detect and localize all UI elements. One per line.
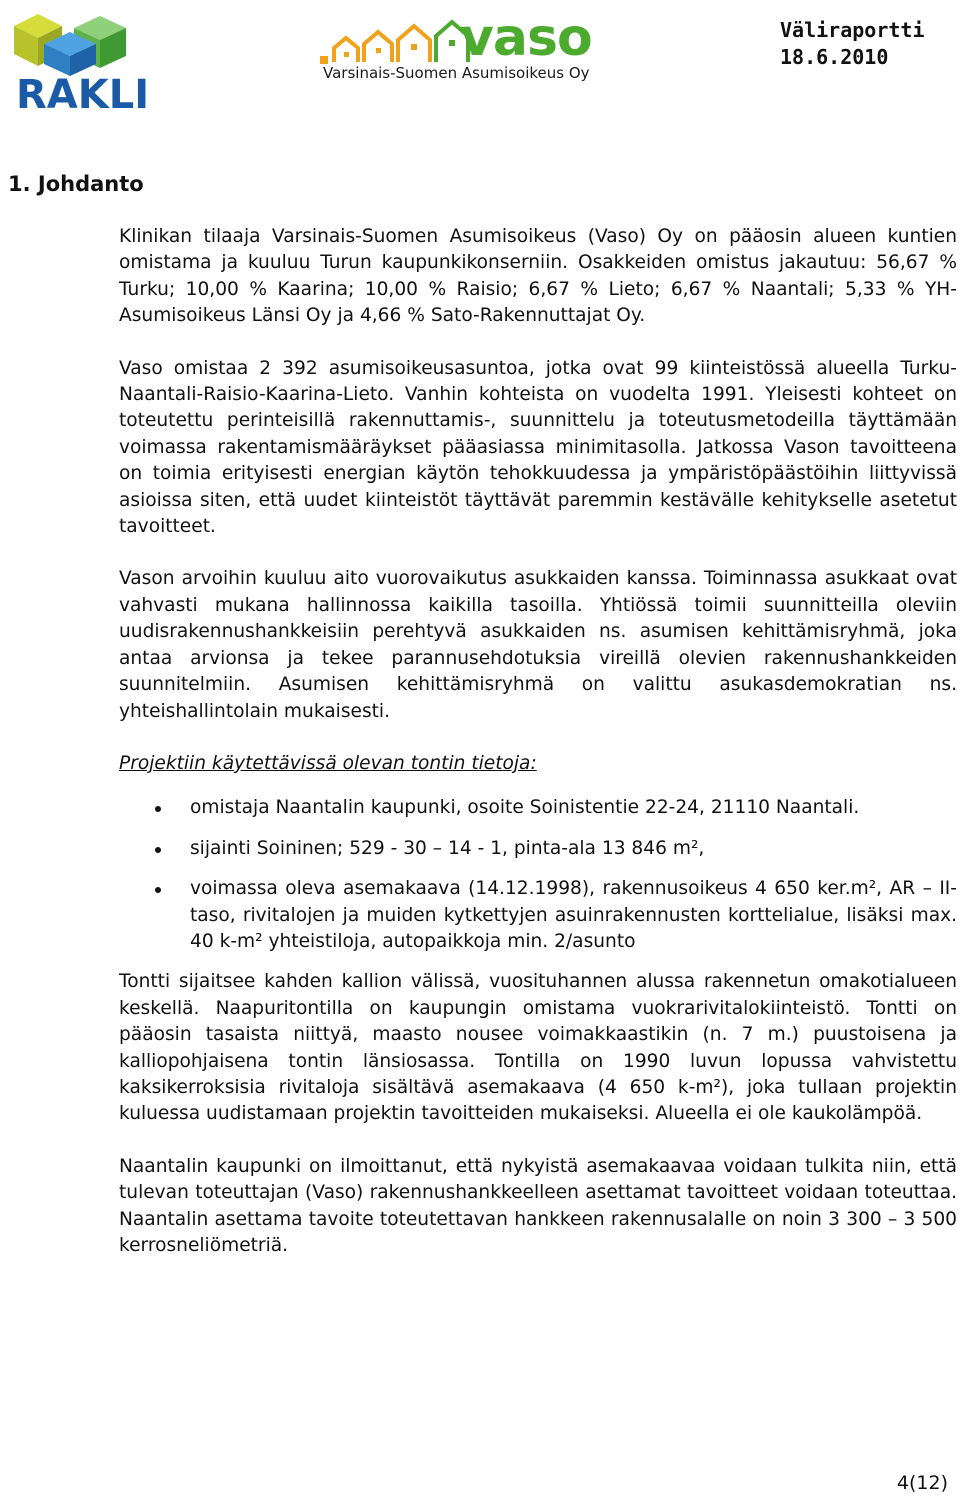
rakli-logo-text: RAKLI [16, 72, 150, 118]
vaso-logo-name: vaso [460, 8, 592, 68]
plot-info-heading [119, 751, 957, 777]
list-item-text: voimassa oleva asemakaava (14.12.1998), rakennusoikeus 4 650 ker.m², AR – II-taso, rivitalojen ja muiden kytkettyjen asuinrakennusten korttelialue, lisäksi max. 40 k-m² yhteistiloja, autopaikkoja min. 2/asunto [190, 878, 957, 952]
list-item-text: sijainti Soininen; 529 - 30 – 14 - 1, pinta-ala 13 846 m², [190, 837, 705, 859]
section-title: 1. Johdanto [8, 172, 144, 196]
paragraph: Tontti sijaitsee kahden kallion välissä, vuosituhannen alussa rakennetun omakotialueen keskellä. Naapuritontilla on kaupungin omistama vuokrarivitalokiinteistö. Tontti on pääosin tasaista niittyä, maasto nousee voimakkaastikin (n. 7 m.) puustoisena ja kalliopohjaisena tontin länsiosassa. Tontilla on 1990 luvun lopussa vahvistettu kaksikerroksisia rivitaloja sisältävä asemakaava (4 650 k-m²), joka tullaan projektin kuluessa uudistamaan projektin tavoitteiden mukaiseksi. Alueella ei ole kaukolämpöä. [119, 971, 957, 1125]
plot-info-heading-text: Projektiin käytettävissä olevan tontin tietoja: [119, 752, 537, 774]
page-header [0, 0, 960, 130]
page-number: 4(12) [896, 1472, 948, 1494]
plot-info-list [119, 795, 957, 955]
list-item [119, 795, 957, 821]
paragraph: Vason arvoihin kuuluu aito vuorovaikutus asukkaiden kanssa. Toiminnassa asukkaat ovat vahvasti mukana hallinnossa kaikilla tasoilla. Yhtiössä toimii suunnitteilla oleviin uudisrakennushankkeisiin perehtyvä asukkaiden ns. asumisen kehittämisryhmä, joka antaa arvionsa ja tekee parannusehdotuksia vireillä olevien rakennushankkeiden suunnitelmiin. Asumisen kehittämisryhmä on valittu asukasdemokratian ns. yhteishallintolain mukaisesti. [119, 568, 957, 722]
report-title: Väliraportti [780, 18, 925, 42]
bullet-icon [155, 887, 161, 893]
vaso-logo-subtitle: Varsinais-Suomen Asumisoikeus Oy [323, 64, 590, 82]
document-body [119, 224, 957, 1285]
bullet-icon [155, 806, 161, 812]
list-item [119, 836, 957, 862]
paragraph: Vaso omistaa 2 392 asumisoikeusasuntoa, jotka ovat 99 kiinteistössä alueella Turku-Naantali-Raisio-Kaarina-Lieto. Vanhin kohteista on vuodelta 1991. Yleisesti kohteet on toteutettu perinteisillä rakennuttamis-, suunnittelu ja toteutusmetodeilla täyttämään voimassa rakentamismääräykset pääasiassa minimitasolla. Jatkossa Vason tavoitteena on toimia erityisesti energian käytön tehokkuudessa ja ympäristöpäästöihin liittyvissä asioissa siten, että uudet kiinteistöt täyttävät paremmin kestävälle kehitykselle asetetut tavoitteet. [119, 357, 957, 538]
report-date: 18.6.2010 [780, 45, 889, 69]
paragraph: Klinikan tilaaja Varsinais-Suomen Asumisoikeus (Vaso) Oy on pääosin alueen kuntien omistama ja kuuluu Turun kaupunkikonserniin. Osakkeiden omistus jakautuu: 56,67 % Turku; 10,00 % Kaarina; 10,00 % Raisio; 6,67 % Lieto; 6,67 % Naantali; 5,33 % YH-Asumisoikeus Länsi Oy ja 4,66 % Sato-Rakennuttajat Oy. [119, 226, 957, 327]
bullet-icon [155, 847, 161, 853]
list-item-text: omistaja Naantalin kaupunki, osoite Soinistentie 22-24, 21110 Naantali. [190, 797, 860, 819]
list-item [119, 876, 957, 955]
paragraph: Naantalin kaupunki on ilmoittanut, että nykyistä asemakaavaa voidaan tulkita niin, että tulevan toteuttajan (Vaso) rakennushankkeelleen asettamat tavoitteet voidaan toteuttaa. Naantalin asettama tavoite toteutettavan hankkeen rakennusalalle on noin 3 300 – 3 500 kerrosneliömetriä. [119, 1155, 957, 1256]
